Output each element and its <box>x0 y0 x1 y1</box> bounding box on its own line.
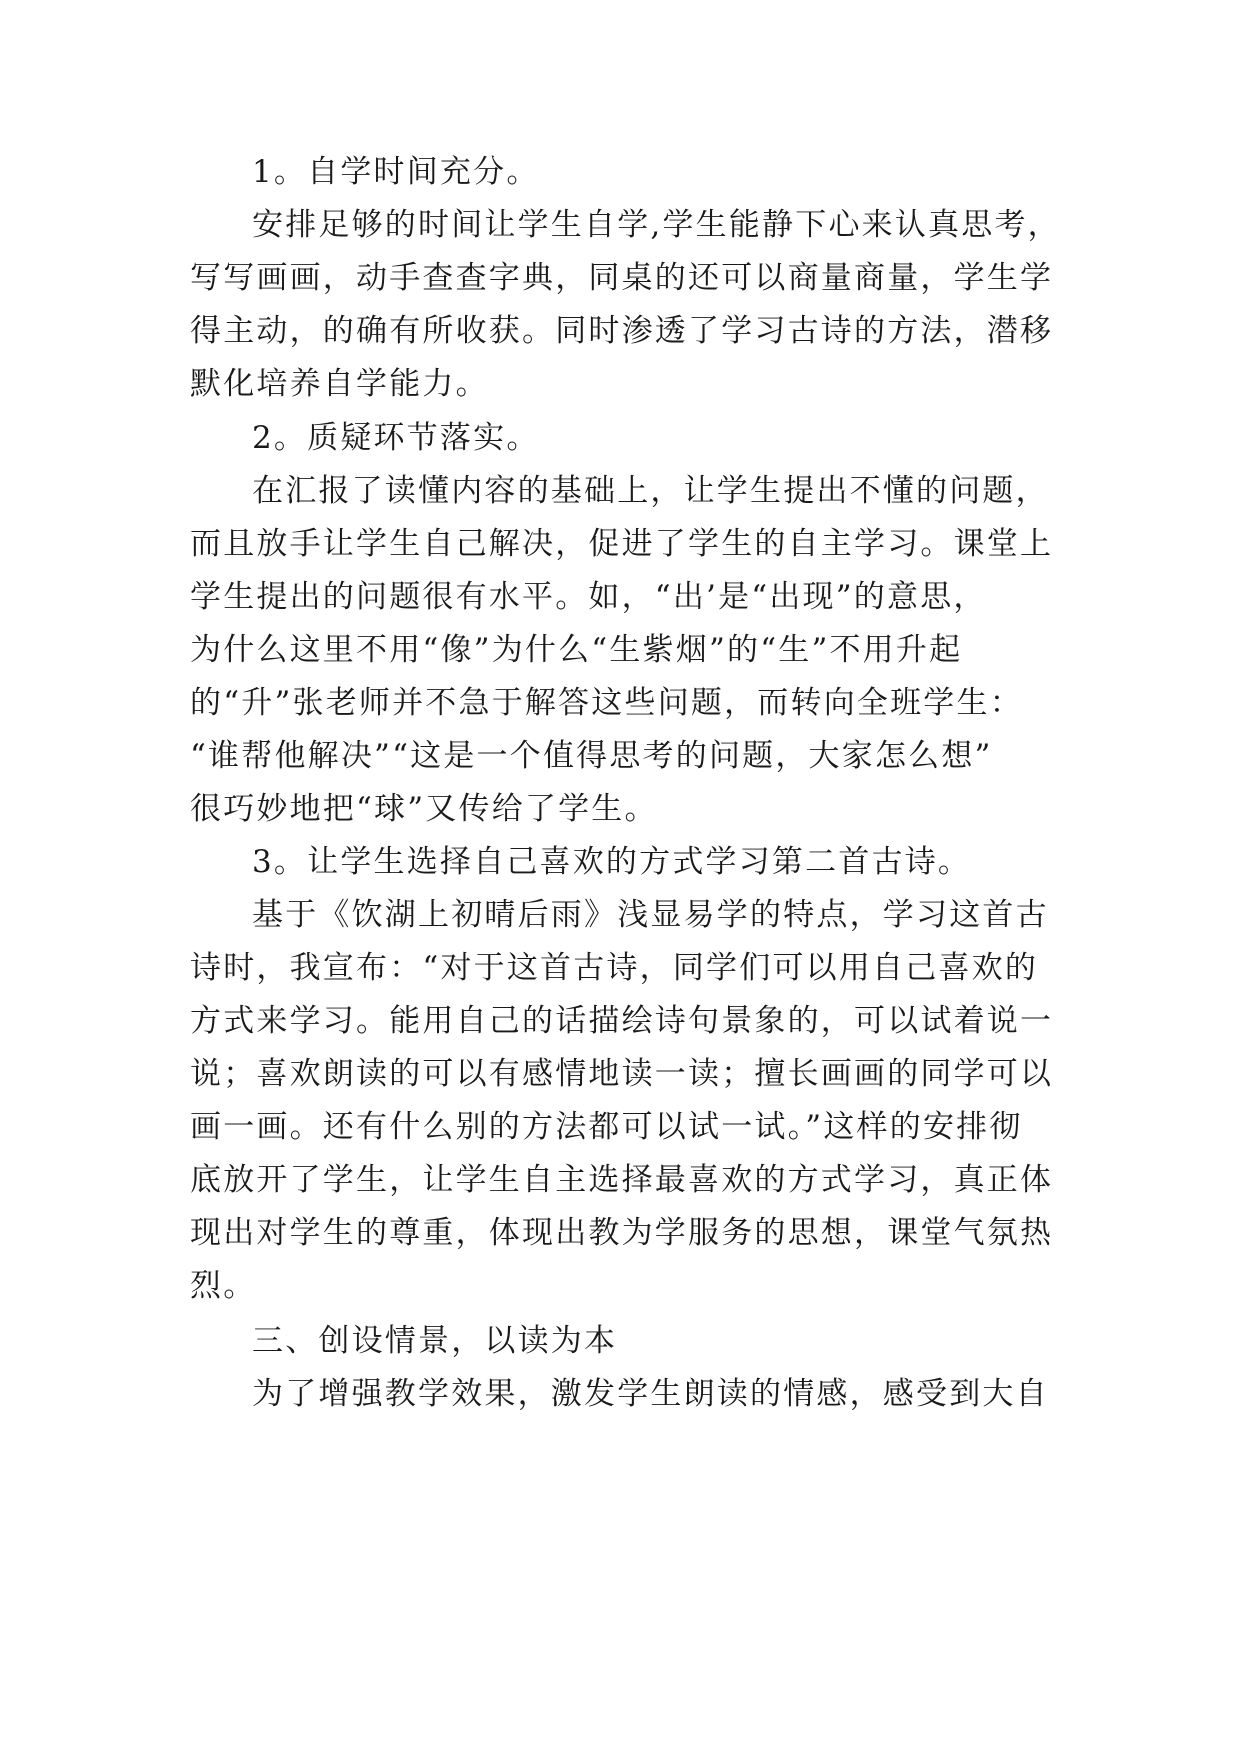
paragraph-line: 画一画。还有什么别的方法都可以试一试。”这样的安排彻 <box>190 1109 1023 1145</box>
paragraph-line: 基于《饮湖上初晴后雨》浅显易学的特点，学习这首古 <box>252 897 1049 933</box>
section-heading-scenario: 三、创设情景，以读为本 <box>252 1323 618 1359</box>
heading-questioning: 2。质疑环节落实。 <box>252 420 540 456</box>
paragraph-line: 说；喜欢朗读的可以有感情地读一读；擅长画画的同学可以 <box>190 1056 1054 1092</box>
paragraph-line: 写写画画，动手查查字典，同桌的还可以商量商量，学生学 <box>190 260 1054 296</box>
paragraph-line: 诗时，我宣布：“对于这首古诗，同学们可以用自己喜欢的 <box>190 950 1039 986</box>
paragraph-line: 得主动，的确有所收获。同时渗透了学习古诗的方法，潜移 <box>190 313 1054 349</box>
paragraph-line: 而且放手让学生自己解决，促进了学生的自主学习。课堂上 <box>190 526 1054 562</box>
heading-choose-method: 3。让学生选择自己喜欢的方式学习第二首古诗。 <box>252 844 972 880</box>
paragraph-line: 很巧妙地把“球”又传给了学生。 <box>190 791 658 827</box>
paragraph-line: 烈。 <box>190 1268 257 1304</box>
paragraph-line: 学生提出的问题很有水平。如，“出’是“出现”的意思， <box>190 579 987 615</box>
paragraph-line: 现出对学生的尊重，体现出教为学服务的思想，课堂气氛热 <box>190 1215 1054 1251</box>
heading-self-study-time: 1。自学时间充分。 <box>252 154 540 190</box>
paragraph-line: “谁帮他解决”“这是一个值得思考的问题，大家怎么想” <box>190 738 993 774</box>
paragraph-line: 为什么这里不用“像”为什么“生紫烟”的“生”不用升起 <box>190 632 963 668</box>
paragraph-line: 的“升”张老师并不急于解答这些问题，而转向全班学生： <box>190 685 1023 721</box>
paragraph-line: 底放开了学生，让学生自主选择最喜欢的方式学习，真正体 <box>190 1162 1054 1198</box>
paragraph-line: 默化培养自学能力。 <box>190 366 489 402</box>
paragraph-line: 安排足够的时间让学生自学,学生能静下心来认真思考， <box>252 207 1061 243</box>
paragraph-line: 在汇报了读懂内容的基础上，让学生提出不懂的问题， <box>252 473 1049 509</box>
paragraph-line: 为了增强教学效果，激发学生朗读的情感，感受到大自 <box>252 1376 1049 1412</box>
paragraph-line: 方式来学习。能用自己的话描绘诗句景象的，可以试着说一 <box>190 1003 1054 1039</box>
